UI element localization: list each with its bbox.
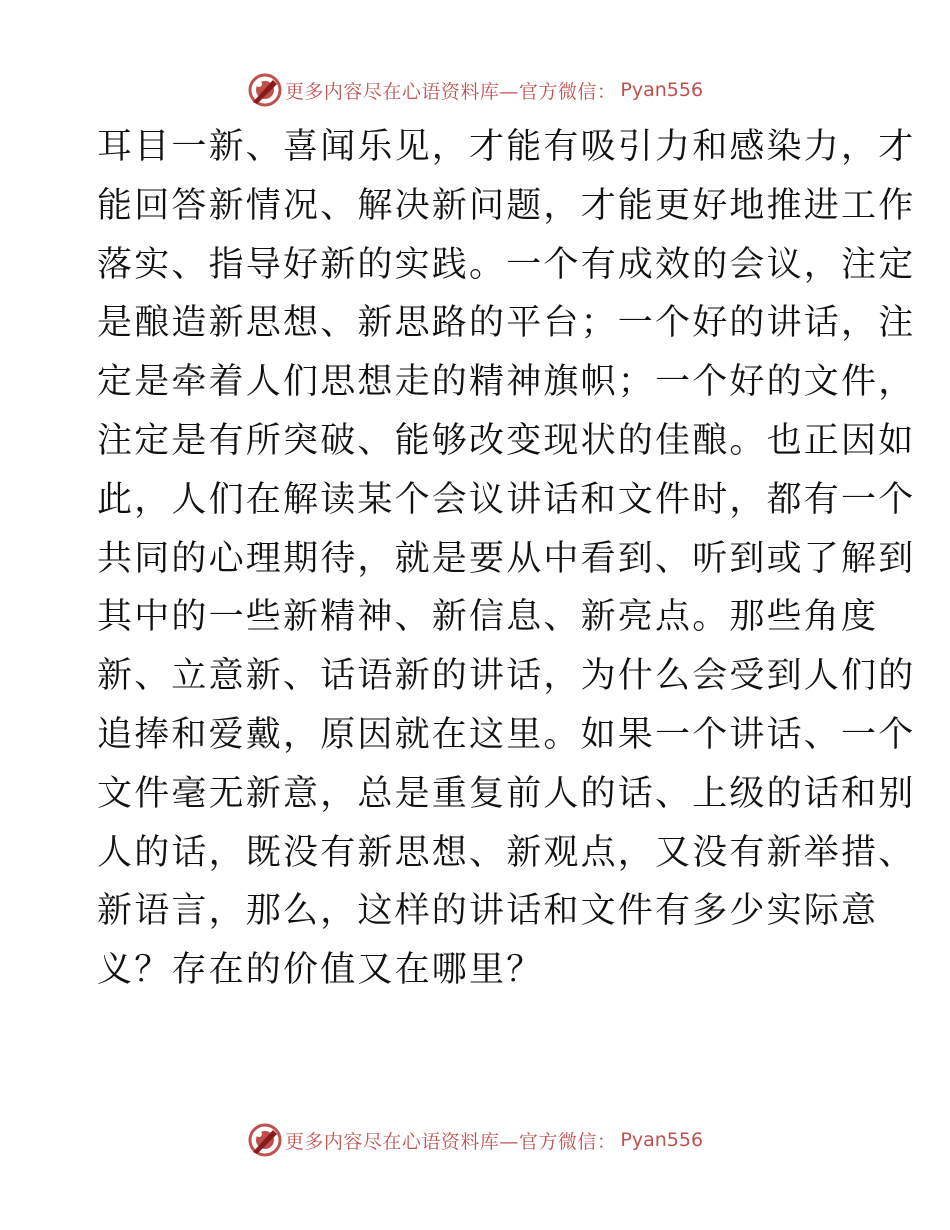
footer-banner — [0, 1120, 950, 1160]
body-line: 共同的心理期待，就是要从中看到、听到或了解到 — [97, 538, 916, 579]
body-line: 新、立意新、话语新的讲话，为什么会受到人们的 — [97, 656, 916, 697]
footer-wechat-id: Pyan556 — [620, 1129, 704, 1151]
body-line: 文件毫无新意，总是重复前人的话、上级的话和别 — [97, 773, 916, 814]
pen-logo-icon — [247, 72, 283, 108]
body-line: 新语言，那么，这样的讲话和文件有多少实际意 — [97, 891, 879, 932]
body-line: 义？存在的价值又在哪里？ — [97, 950, 544, 991]
footer-site-text: 更多内容尽在心语资料库—官方微信： — [284, 1130, 617, 1153]
body-line: 是酿造新思想、新思路的平台；一个好的讲话，注 — [97, 303, 916, 344]
body-line: 此，人们在解读某个会议讲话和文件时，都有一个 — [97, 479, 916, 520]
pen-logo-icon — [247, 1122, 283, 1158]
document-body — [97, 118, 916, 1000]
body-line: 追捧和爱戴，原因就在这里。如果一个讲话、一个 — [97, 714, 916, 755]
body-line: 能回答新情况、解决新问题，才能更好地推进工作 — [97, 185, 916, 226]
body-line: 落实、指导好新的实践。一个有成效的会议，注定 — [97, 244, 916, 285]
body-line: 其中的一些新精神、新信息、新亮点。那些角度 — [97, 597, 879, 638]
body-line: 定是牵着人们思想走的精神旗帜；一个好的文件， — [97, 362, 916, 403]
body-line: 注定是有所突破、能够改变现状的佳酿。也正因如 — [97, 420, 916, 461]
body-line: 耳目一新、喜闻乐见，才能有吸引力和感染力，才 — [97, 127, 916, 167]
header-banner — [0, 70, 950, 110]
header-site-text: 更多内容尽在心语资料库—官方微信： — [284, 80, 617, 103]
body-line: 人的话，既没有新思想、新观点，又没有新举措、 — [97, 832, 916, 873]
header-wechat-id: Pyan556 — [620, 79, 704, 101]
